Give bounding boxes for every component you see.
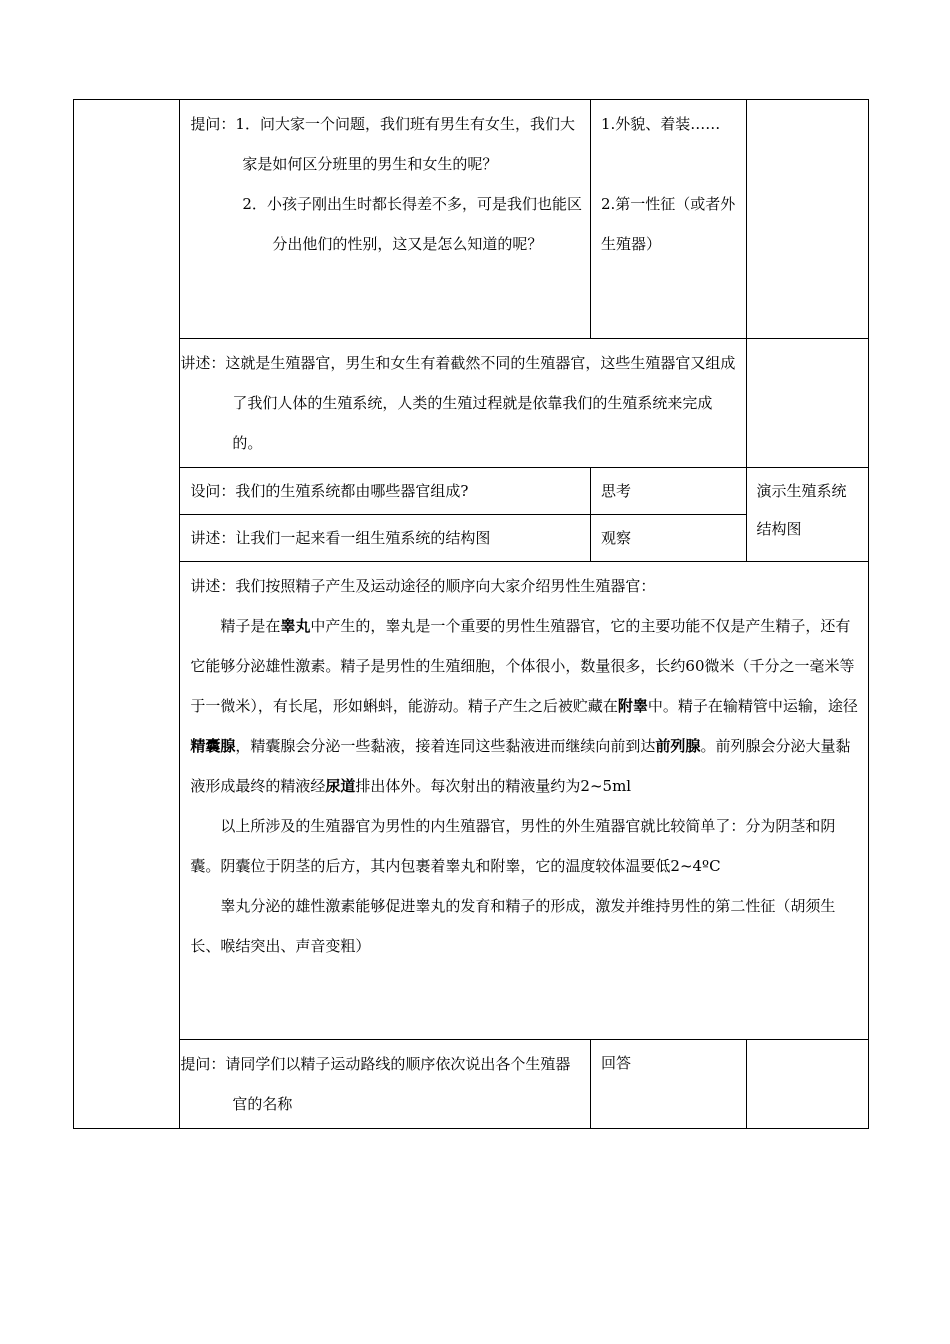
left-column-cell xyxy=(74,100,180,1129)
question-1: 提问：1．问大家一个问题，我们班有男生有女生，我们大家是如何区分班里的男生和女生的呢？ xyxy=(190,115,575,173)
row-label: 设问： xyxy=(190,482,236,500)
row-label: 提问： xyxy=(190,115,236,133)
table-row xyxy=(74,100,869,339)
student-answer-1: 1.外貌、着装…… xyxy=(600,115,721,133)
paragraph: 精子是在睾丸中产生的，睾丸是一个重要的男性生殖器官，它的主要功能不仅是产生精子，还有它能够分泌雄性激素。精子是男性的生殖细胞，个体很小，数量很多，长约60微米（千分之一毫米等于一微米），有长尾，形如蝌蚪，能游动。精子产生之后被贮藏在附睾中。精子在输精管中运输，途径精囊腺，精囊腺会分泌一些黏液，接着连同这些黏液进而继续向前到达前列腺。前列腺会分泌大量黏液形成最终的精液经尿道排出体外。每次射出的精液量约为2~5ml xyxy=(190,617,858,795)
table-row xyxy=(74,1040,869,1129)
media-cell xyxy=(746,1040,868,1129)
row-label: 讲述： xyxy=(190,529,236,547)
question-2: 2．小孩子刚出生时都长得差不多，可是我们也能区分出他们的性别，这又是怎么知道的呢？ xyxy=(242,195,582,253)
student-cell: 观察 xyxy=(590,515,746,562)
lesson-table xyxy=(73,99,869,1129)
student-cell: 回答 xyxy=(590,1040,746,1129)
table-row xyxy=(74,562,869,1040)
teacher-cell xyxy=(180,100,591,339)
paragraph: 以上所涉及的生殖器官为男性的内生殖器官，男性的外生殖器官就比较简单了：分为阴茎和阴囊。阴囊位于阴茎的后方，其内包裹着睾丸和附睾，它的温度较体温要低2~4ºC xyxy=(190,817,836,875)
row-label: 讲述： xyxy=(180,354,226,372)
teacher-cell xyxy=(180,562,869,1040)
term-epididymis: 附睾 xyxy=(617,697,648,715)
paragraph: 睾丸分泌的雄性激素能够促进睾丸的发育和精子的形成，激发并维持男性的第二性征（胡须生长、喉结突出、声音变粗） xyxy=(190,897,836,955)
teacher-cell: 设问：我们的生殖系统都由哪些器官组成? xyxy=(180,468,591,515)
teacher-cell: 提问：请同学们以精子运动路线的顺序依次说出各个生殖器官的名称 xyxy=(180,1040,591,1129)
media-cell xyxy=(746,339,868,468)
media-cell: 演示生殖系统结构图 xyxy=(746,468,868,562)
teacher-cell: 讲述：让我们一起来看一组生殖系统的结构图 xyxy=(180,515,591,562)
table-row xyxy=(74,339,869,468)
term-seminal-vesicle: 精囊腺 xyxy=(190,737,236,755)
term-prostate: 前列腺 xyxy=(655,737,701,755)
row-label: 提问： xyxy=(180,1055,226,1073)
media-cell xyxy=(746,100,868,339)
student-cell xyxy=(590,100,746,339)
term-testis: 睾丸 xyxy=(280,617,311,635)
table-row xyxy=(74,468,869,515)
intro-line: 讲述：我们按照精子产生及运动途径的顺序向大家介绍男性生殖器官： xyxy=(190,577,656,595)
student-cell: 思考 xyxy=(590,468,746,515)
teacher-cell: 讲述：这就是生殖器官，男生和女生有着截然不同的生殖器官，这些生殖器官又组成了我们人体的生殖系统，人类的生殖过程就是依靠我们的生殖系统来完成的。 xyxy=(180,339,746,468)
term-urethra: 尿道 xyxy=(325,777,356,795)
row-label: 讲述： xyxy=(190,577,236,595)
student-answer-2: 2.第一性征（或者外生殖器） xyxy=(600,195,736,253)
